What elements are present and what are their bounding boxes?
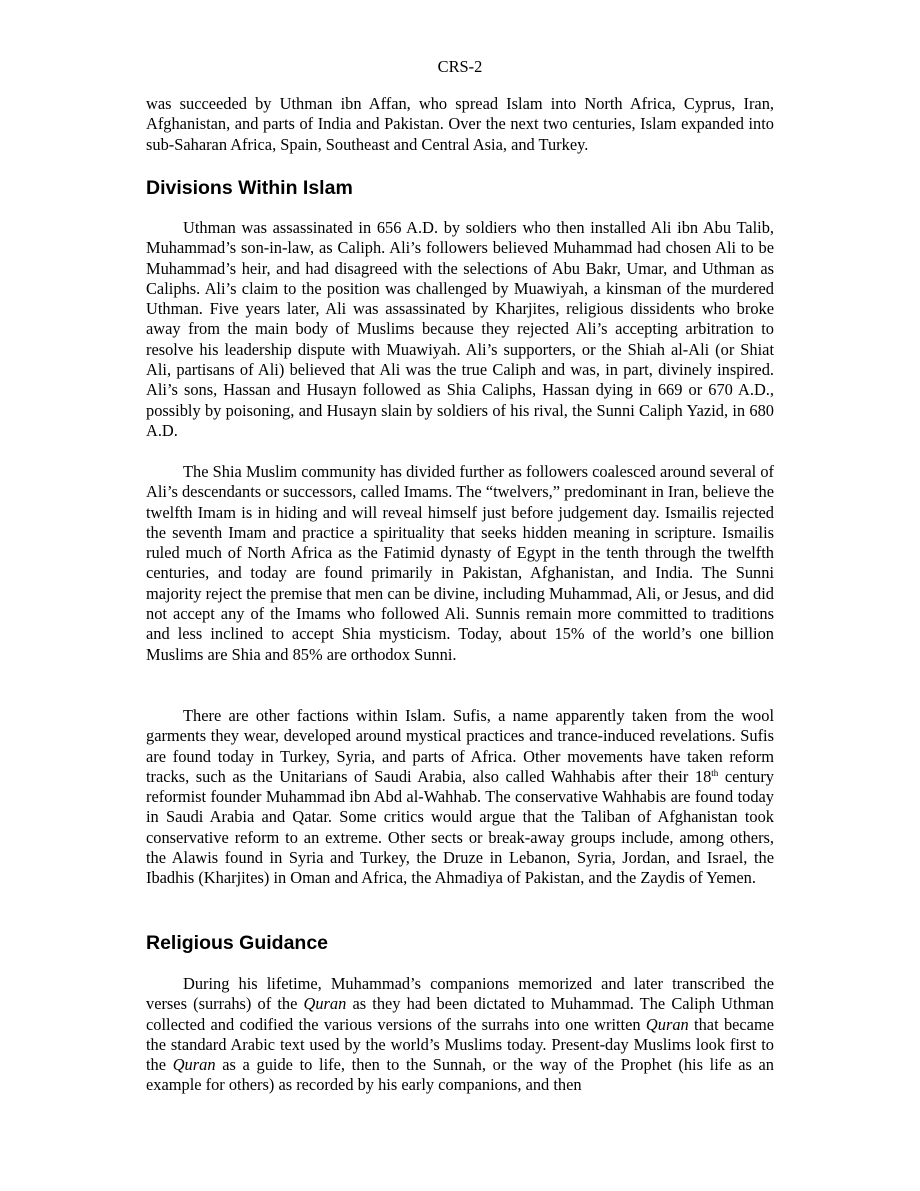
text-run: as they had been dictated to Muhammad. The Caliph Uthman collected and codified the various versions of the surrahs into one written (146, 994, 774, 1034)
text-run: During his lifetime, Muhammad’s companions memorized and later transcribed the verses (surrahs) of the (146, 974, 774, 1014)
quran-title: Quran (303, 994, 347, 1014)
quran-title: Quran (645, 1014, 689, 1034)
text-run: as a guide to life, then to the Sunnah, or the way of the Prophet (his life as an example for others) as recorded by his early companions, and then (146, 1055, 774, 1095)
section-heading-divisions: Divisions Within Islam (146, 177, 353, 199)
intro-paragraph: was succeeded by Uthman ibn Affan, who spread Islam into North Africa, Cyprus, Iran, Afghanistan, and parts of India and Pakistan. Over the next two centuries, Islam expanded into sub-Saharan Africa, Spain, Southeast and Central Asia, and Turkey. (146, 94, 774, 154)
guidance-paragraph-1 (146, 974, 774, 1096)
divisions-paragraph-3 (146, 706, 774, 889)
section-heading-religious-guidance: Religious Guidance (146, 932, 329, 954)
page-header-label: CRS-2 (437, 57, 483, 76)
text-run: century reformist founder Muhammad ibn Abd al-Wahhab. The conservative Wahhabis are found today in Saudi Arabia and Qatar. Some critics would argue that the Taliban of Afghanistan took conservative reform to an extreme. Other sects or break-away groups include, among others, the Alawis found in Syria and Turkey, the Druze in Lebanon, Syria, Jordan, and Israel, the Ibadhis (Kharjites) in Oman and Africa, the Ahmadiya of Pakistan, and the Zaydis of Yemen. (146, 766, 774, 888)
quran-title: Quran (172, 1055, 216, 1075)
text-run: that became the standard Arabic text used by the world’s Muslims today. Present-day Muslims look first to the (146, 1014, 774, 1075)
divisions-paragraph-1: Uthman was assassinated in 656 A.D. by soldiers who then installed Ali ibn Abu Talib, Muhammad’s son-in-law, as Caliph. Ali’s followers believed Muhammad had chosen Ali to be Muhammad’s heir, and had disagreed with the selections of Abu Bakr, Umar, and Uthman as Caliphs. Ali’s claim to the position was challenged by Muawiyah, a kinsman of the murdered Uthman. Five years later, Ali was assassinated by Kharjites, religious dissidents who broke away from the main body of Muslims because they rejected Ali’s accepting arbitration to resolve his leadership dispute with Muawiyah. Ali’s supporters, or the Shiah al-Ali (or Shiat Ali, partisans of Ali) believed that Ali was the true Caliph and was, in part, divinely inspired. Ali’s sons, Hassan and Husayn followed as Shia Caliphs, Hassan dying in 669 or 670 A.D., possibly by poisoning, and Husayn slain by soldiers of his rival, the Sunni Caliph Yazid, in 680 A.D. (146, 218, 774, 440)
text-run: There are other factions within Islam. Sufis, a name apparently taken from the wool garments they wear, developed around mystical practices and trance-induced revelations. Sufis are found today in Turkey, Syria, and parts of Africa. Other movements have taken reform tracks, such as the Unitarians of Saudi Arabia, also called Wahhabis after their 18 (146, 706, 774, 786)
divisions-paragraph-2: The Shia Muslim community has divided further as followers coalesced around several of Ali’s descendants or successors, called Imams. The “twelvers,” predominant in Iran, believe the twelfth Imam is in hiding and will reveal himself just before judgement day. Ismailis rejected the seventh Imam and practice a spirituality that seeks hidden meaning in scripture. Ismailis ruled much of North Africa as the Fatimid dynasty of Egypt in the tenth through the twelfth centuries, and today are found primarily in Pakistan, Afghanistan, and India. The Sunni majority reject the premise that men can be divine, including Muhammad, Ali, or Jesus, and did not accept any of the Imams who followed Ali. Sunnis remain more committed to traditions and less inclined to accept Shia mysticism. Today, about 15% of the world’s one billion Muslims are Shia and 85% are orthodox Sunni. (146, 462, 774, 664)
superscript-th: th (711, 767, 719, 778)
